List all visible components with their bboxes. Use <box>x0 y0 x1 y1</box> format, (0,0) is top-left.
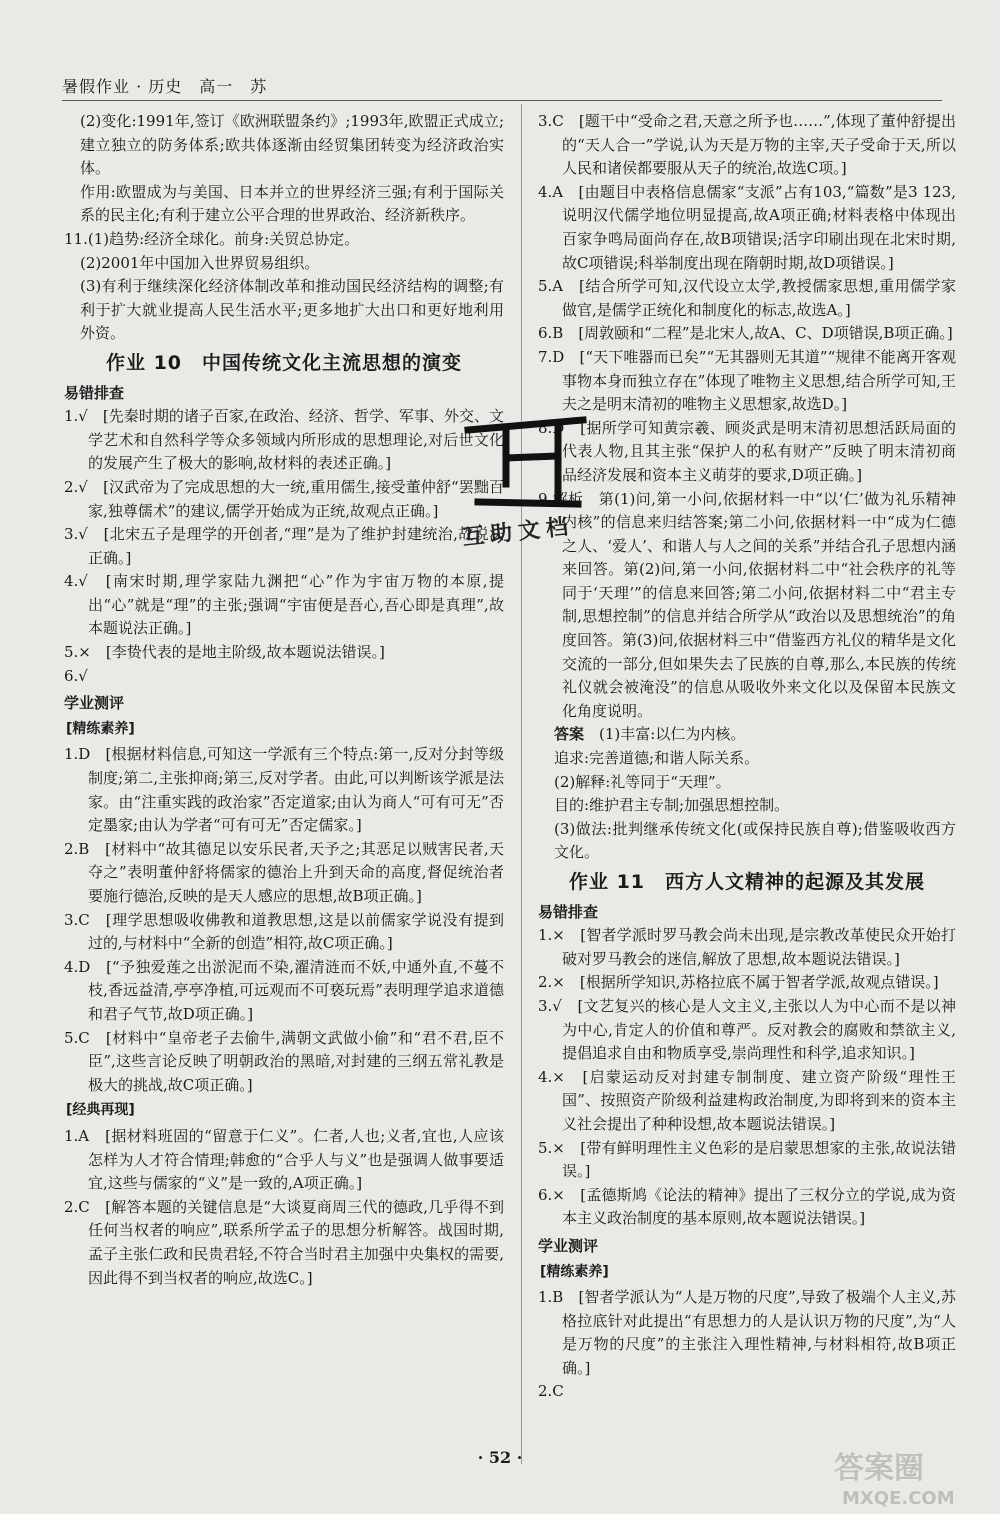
answer-item: 4.D [“予独爱莲之出淤泥而不染,濯清涟而不妖,中通外直,不蔓不枝,香远益清,亭亭净植,可远观而不可亵玩焉”表明理学追求道德和君子气节,故D项正确。] <box>64 957 504 1023</box>
answer-item: 2.√ [汉武帝为了完成思想的大一统,重用儒生,接受董仲舒“罢黜百家,独尊儒术”的建议,儒学开始成为正统,故观点正确。] <box>64 477 504 520</box>
page-number: · 52 · <box>477 1448 523 1467</box>
column-divider <box>521 104 522 1464</box>
svg-text:答案圈: 答案圈 <box>834 1451 924 1486</box>
watermark-text: 互助文档 <box>461 513 576 551</box>
answer-item: 1.× [智者学派时罗马教会尚未出现,是宗教改革使民众开始打破对罗马教会的迷信,解放了思想,故本题说法错误。] <box>538 926 956 968</box>
section-title-10: 作业 10 中国传统文化主流思想的演变 <box>105 351 463 374</box>
answer-line: 追求:完善道德;和谐人际关系。 <box>554 749 760 768</box>
answer-item: 2.B [材料中“故其德足以安乐民者,天予之;其恶足以贼害民者,天夺之”表明董仲舒将儒家的德治上升到天命的高度,督促统治者要施行德治,反映的是天人感应的思想,故B项正确。] <box>64 839 504 905</box>
answer-item: 4.× [启蒙运动反对封建专制制度、建立资产阶级“理性王国”、按照资产阶级利益建构政治制度,为即将到来的资本主义社会提出了种种设想,故本题说法错误。] <box>538 1067 956 1133</box>
section-title-11: 作业 11 西方人文精神的起源及其发展 <box>568 871 926 893</box>
svg-text:MXQE.COM: MXQE.COM <box>842 1488 955 1509</box>
answer-item: 4.A [由题目中表格信息儒家“支派”占有103,“篇数”是3 123,说明汉代儒学地位明显提高,故A项正确;材料表格中体现出百家争鸣局面尚存在,故B项错误;活字印刷出现在北宋时期,故C项错误;科举制度出现在隋朝时期,故D项错误。] <box>538 182 956 272</box>
answer-item: 5.× [带有鲜明理性主义色彩的是启蒙思想家的主张,故说法错误。] <box>538 1138 956 1181</box>
answer-item: 5.× [李贽代表的是地主阶级,故本题说法错误。] <box>64 643 385 662</box>
bracket-heading-jingdian: [经典再现] <box>66 1102 135 1119</box>
answer-line: (2)解释:礼等同于“天理”。 <box>554 772 731 791</box>
answer-item: 2.C <box>538 1382 564 1401</box>
answer-paragraph: (3)有利于继续深化经济体制改革和推动国民经济结构的调整;有利于扩大就业提高人民生活水平;更多地扩大出口和更好地利用外资。 <box>80 277 504 343</box>
header-rule <box>62 100 942 101</box>
answer-item: 1.B [智者学派认为“人是万物的尺度”,导致了极端个人主义,苏格拉底针对此提出“有思想力的人是认识万物的尺度”,为“人是万物的尺度”的主张注入理性精神,与材料相符,故B项正确。] <box>538 1288 956 1377</box>
answer-item: 7.D [“天下唯器而已矣”“无其器则无其道”“规律不能离开客观事物本身而独立存在”体现了唯物主义思想,结合所学可知,王夫之是明末清初的唯物主义思想家,故选D。] <box>538 347 956 414</box>
answer-item: 3.√ [文艺复兴的核心是人文主义,主张以人为中心而不是以神为中心,肯定人的价值和尊严。反对教会的腐败和禁欲主义,提倡追求自由和物质享受,崇尚理性和科学,追求知识。] <box>538 996 956 1063</box>
answer-paragraph: (2)变化:1991年,签订《欧洲联盟条约》;1993年,欧盟正式成立;建立独立的防务体系;欧共体逐渐由经贸集团转变为经济政治实体。 <box>80 112 504 178</box>
answer-paragraph: 作用:欧盟成为与美国、日本并立的世界经济三强;有利于国际关系的民主化;有利于建立公平合理的世界政治、经济新秩序。 <box>80 182 504 225</box>
subheading-xueye: 学业测评 <box>538 1236 599 1255</box>
answer-item: 1.D [根据材料信息,可知这一学派有三个特点:第一,反对分封等级制度;第二,主张抑商;第三,反对学者。由此,可以判断该学派是法家。由“注重实践的政治家”否定道家;由认为商人“可有可无”否定墨家;由认为学者“可有可无”否定儒家。] <box>64 745 504 835</box>
subheading-yicuo: 易错排查 <box>538 902 599 921</box>
answer-label: 答案 <box>554 725 585 744</box>
bracket-heading-jinglian: [精练素养] <box>66 720 135 737</box>
answer-item: 8.D [据所学可知黄宗羲、顾炎武是明末清初思想活跃局面的代表人物,且其主张“保护人的私有财产”反映了明末清初商品经济发展和资本主义萌芽的要求,D项正确。] <box>538 418 956 484</box>
right-column <box>538 110 956 1404</box>
answer-item: 9.解析 第(1)问,第一小问,依据材料一中“以‘仁’做为礼乐精神内核”的信息来归结答案;第二小问,依据材料一中“成为仁德之人、‘爱人’、和谐人与人之间的关系”并结合孔子思想内涵来回答。第(2)问,第一小问,依据材料二中“社会秩序的礼等同于‘天理’”的信息来回答;第二小问,依据材料二中“君主专制,思想控制”的信息并结合所学从“政治以及思想统治”的角度回答。第(3)问,依据材料三中“借鉴西方礼仪的精华是文化交流的一部分,但如果失去了民族的自尊,那么,本民族的传统礼仪就会被淹没”的信息从吸收外来文化以及保留本民族文化角度说明。 <box>538 489 956 720</box>
answer-line <box>538 723 956 747</box>
answer-item: 6.× [孟德斯鸠《论法的精神》提出了三权分立的学说,成为资本主义政治制度的基本原则,故本题说法错误。] <box>538 1185 956 1228</box>
left-column <box>64 110 504 1290</box>
answer-paragraph: (2)2001年中国加入世界贸易组织。 <box>80 253 320 272</box>
answer-line: (3)做法:批判继承传统文化(或保持民族自尊);借鉴吸收西方文化。 <box>554 819 956 862</box>
answer-item: 3.C [理学思想吸收佛教和道教思想,这是以前儒家学说没有提到过的,与材料中“全新的创造”相符,故C项正确。] <box>64 910 504 953</box>
answer-item: 2.C [解答本题的关键信息是“大谈夏商周三代的德政,几乎得不到任何当权者的响应”,联系所学孟子的思想分析解答。战国时期,孟子主张仁政和民贵君轻,不符合当时君主加强中央集权的需要,因此得不到当权者的响应,故选C。] <box>64 1197 504 1287</box>
answer-item: 4.√ [南宋时期,理学家陆九渊把“心”作为宇宙万物的本原,提出“心”就是“理”的主张;强调“宇宙便是吾心,吾心即是真理”,故本题说法正确。] <box>64 572 504 638</box>
answer-paragraph: 11.(1)趋势:经济全球化。前身:关贸总协定。 <box>64 229 360 248</box>
answer-item: 5.C [材料中“皇帝老子去偷牛,满朝文武做小偷”和“君不君,臣不臣”,这些言论反映了明朝政治的黑暗,对封建的三纲五常礼教是极大的挑战,故C项正确。] <box>64 1028 504 1094</box>
answer-item: 2.× [根据所学知识,苏格拉底不属于智者学派,故观点错误。] <box>538 973 939 992</box>
site-logo-icon <box>828 1440 988 1512</box>
page-header: 暑假作业 · 历史 高一 苏 <box>62 77 268 96</box>
answer-text: (1)丰富:以仁为内核。 <box>599 725 746 744</box>
bracket-heading-jinglian: [精练素养] <box>540 1263 609 1280</box>
answer-item: 5.A [结合所学可知,汉代设立太学,教授儒家思想,重用儒学家做官,是儒学正统化和制度化的标志,故选A。] <box>538 277 956 319</box>
subheading-xueye: 学业测评 <box>64 694 125 713</box>
subheading-yicuo: 易错排查 <box>64 383 125 402</box>
answer-line: 目的:维护君主专制;加强思想控制。 <box>554 796 790 815</box>
answer-item: 3.C [题干中“受命之君,天意之所予也……”,体现了董仲舒提出的“天人合一”学说,认为天是万物的主宰,天子受命于天,所以人民和诸侯都要服从天子的统治,故选C项。] <box>538 112 956 178</box>
answer-item: 1.A [据材料班固的“留意于仁义”。仁者,人也;义者,宜也,人应该怎样为人才符合情理;韩愈的“合乎人与义”也是强调人做事要适宜,这些与儒家的“义”是一致的,A项正确。] <box>64 1126 504 1193</box>
answer-item: 6.√ <box>64 666 88 685</box>
answer-item: 1.√ [先秦时期的诸子百家,在政治、经济、哲学、军事、外交、文学艺术和自然科学等众多领域内所形成的思想理论,对后世文化的发展产生了极大的影响,故材料的表述正确。] <box>64 407 504 473</box>
answer-item: 6.B [周敦颐和“二程”是北宋人,故A、C、D项错误,B项正确。] <box>538 324 953 343</box>
answer-item: 3.√ [北宋五子是理学的开创者,“理”是为了维护封建统治,故说法正确。] <box>64 525 504 567</box>
